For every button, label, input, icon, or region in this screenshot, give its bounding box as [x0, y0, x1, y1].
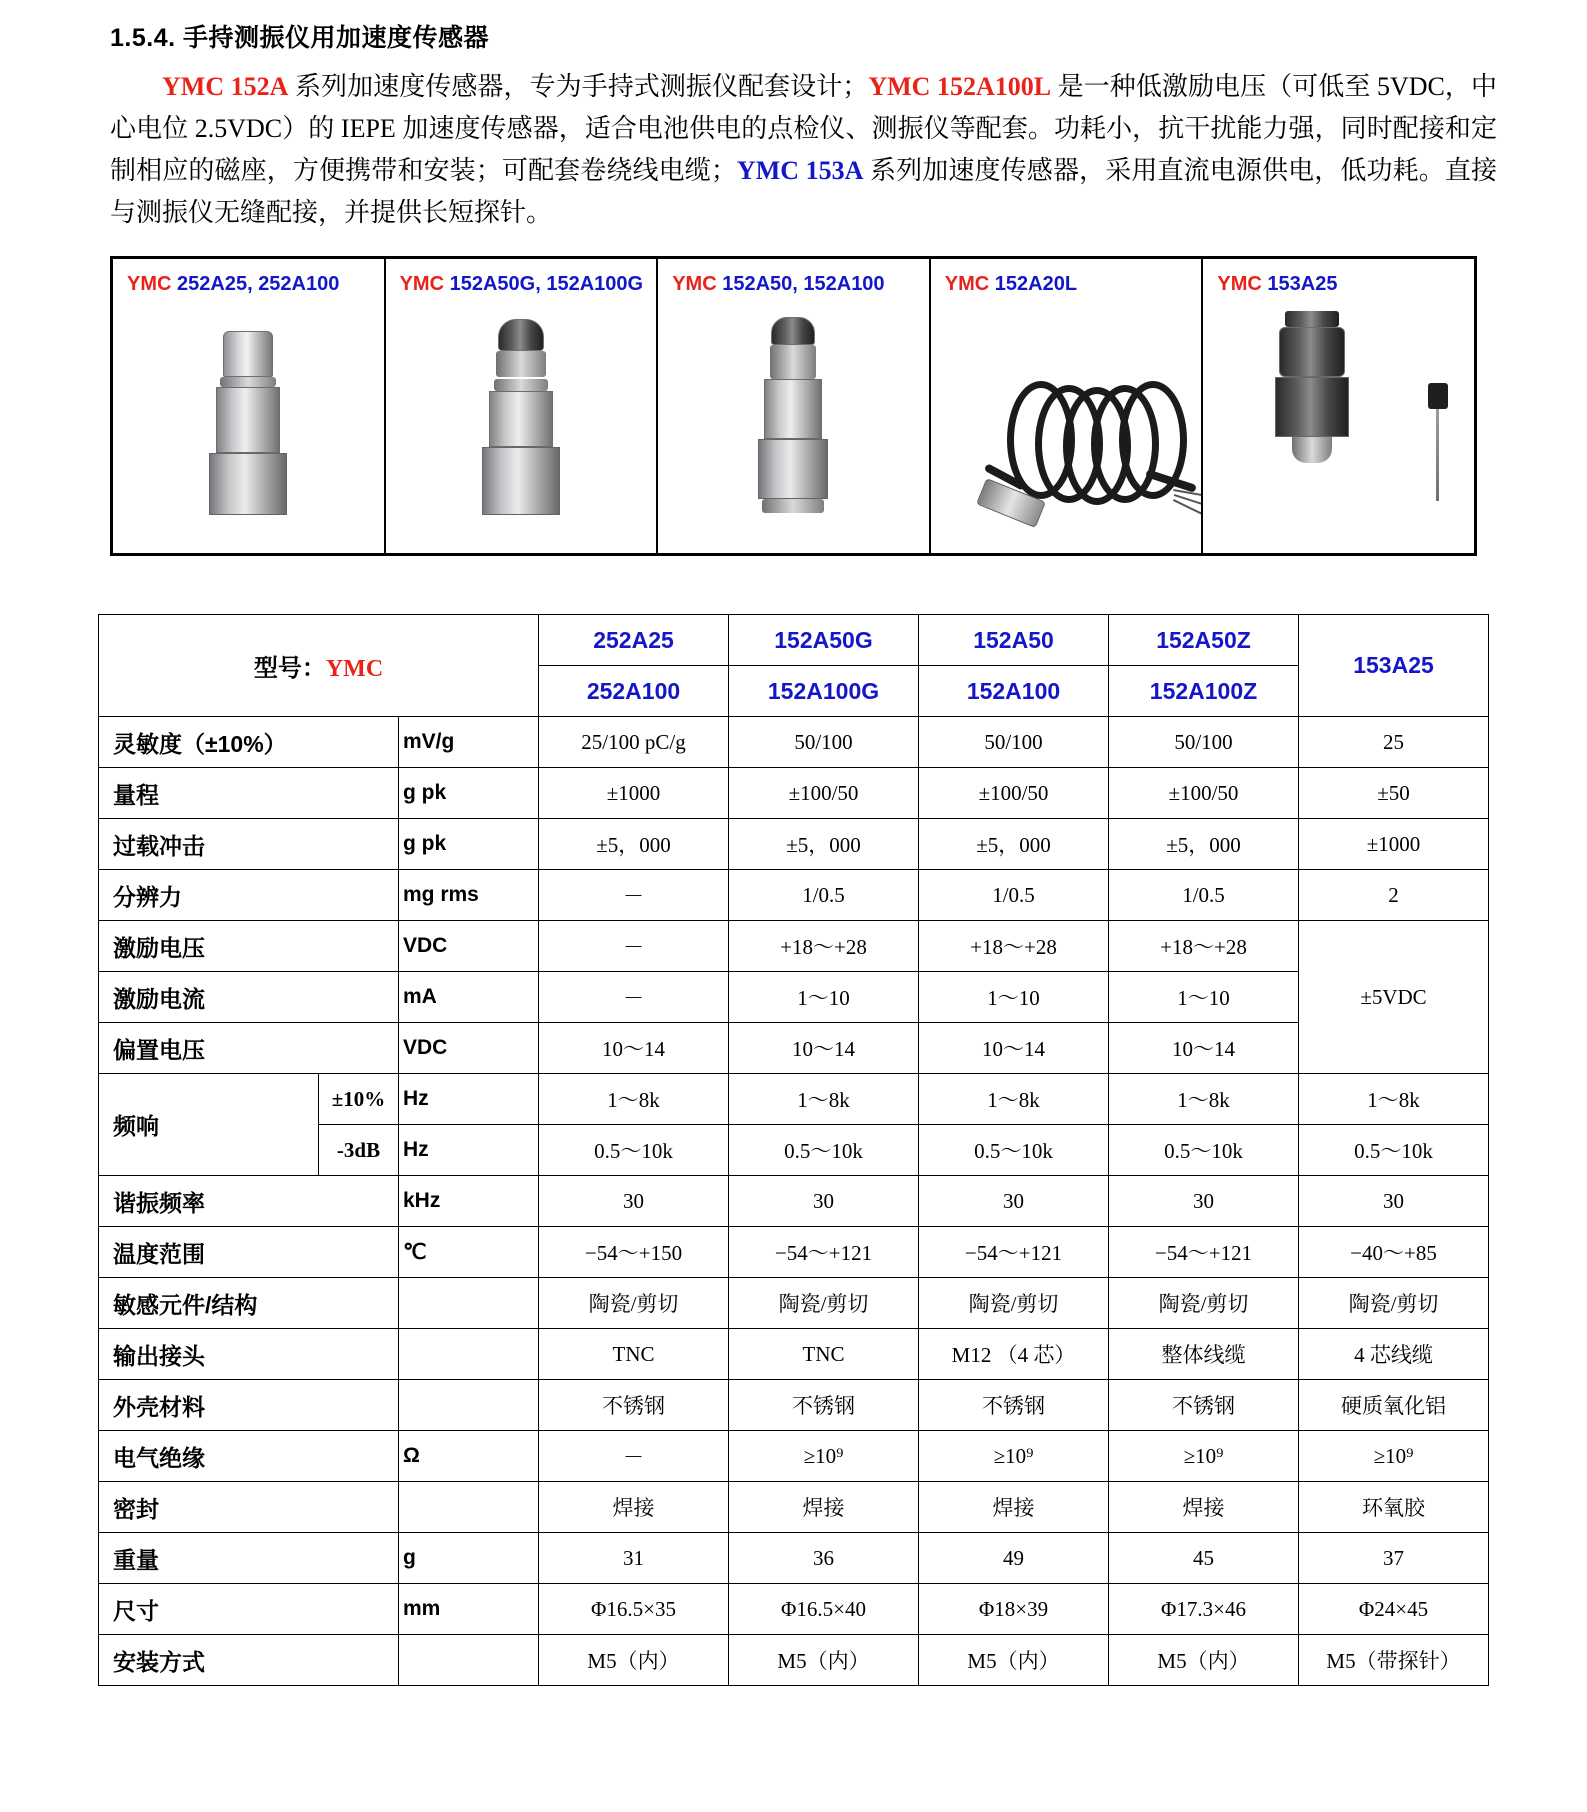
- cell: 50/100: [1109, 717, 1299, 768]
- cell: 0.5～10k: [1299, 1125, 1489, 1176]
- freq-sub-label: ±10%: [319, 1074, 399, 1125]
- cell: Φ16.5×40: [729, 1584, 919, 1635]
- sensor-illustration-straight: [113, 311, 384, 547]
- table-row: [99, 1278, 1489, 1329]
- cell: 0.5～10k: [919, 1125, 1109, 1176]
- cell: ±5，000: [539, 819, 729, 870]
- cell: 1～8k: [1299, 1074, 1489, 1125]
- product-photo-cell: [113, 259, 386, 553]
- column-header: 252A25: [539, 615, 729, 666]
- cell: −54～+121: [1109, 1227, 1299, 1278]
- cell: Φ24×45: [1299, 1584, 1489, 1635]
- column-header: 152A50: [919, 615, 1109, 666]
- row-label: 激励电流: [99, 972, 399, 1023]
- cell: 45: [1109, 1533, 1299, 1584]
- row-unit: mV/g: [399, 717, 539, 768]
- row-unit: [399, 1635, 539, 1686]
- row-unit: [399, 1380, 539, 1431]
- cell: −54～+121: [729, 1227, 919, 1278]
- row-unit: Hz: [399, 1125, 539, 1176]
- table-row: [99, 870, 1489, 921]
- row-unit: g pk: [399, 819, 539, 870]
- cell: ±5，000: [919, 819, 1109, 870]
- row-unit: Hz: [399, 1074, 539, 1125]
- cell: 焊接: [729, 1482, 919, 1533]
- cell: 25/100 pC/g: [539, 717, 729, 768]
- product-photo-cell: [386, 259, 659, 553]
- row-label: 温度范围: [99, 1227, 399, 1278]
- freq-sub-label: -3dB: [319, 1125, 399, 1176]
- product-photo-strip: [110, 256, 1477, 556]
- row-label: 重量: [99, 1533, 399, 1584]
- table-row: [99, 819, 1489, 870]
- photo-caption: [1203, 259, 1474, 296]
- intro-model-3: YMC 153A: [736, 156, 864, 186]
- cell: 49: [919, 1533, 1109, 1584]
- model-label: 152A50, 152A100: [722, 273, 885, 296]
- cell: 2: [1299, 870, 1489, 921]
- row-label-frequency: 频响: [99, 1074, 319, 1176]
- intro-text-2: 是一种低激励电压（可低至 5VDC，中心电位 2.5VDC）的 IEPE 加速度传感器，适合电池供电的点检仪、测振仪等配套。功耗小，抗干扰能力强，同时配接和定制相应的磁座，方便携带和安装；可配套卷绕线电缆；: [110, 72, 1497, 186]
- page-title: 1.5.4. 手持测振仪用加速度传感器: [110, 24, 489, 52]
- row-label: 量程: [99, 768, 399, 819]
- cell: 0.5～10k: [539, 1125, 729, 1176]
- cell: 不锈钢: [919, 1380, 1109, 1431]
- model-brand: YMC: [325, 656, 384, 683]
- row-label: 安装方式: [99, 1635, 399, 1686]
- cell: 焊接: [1109, 1482, 1299, 1533]
- cell: －: [539, 972, 729, 1023]
- cell: 50/100: [729, 717, 919, 768]
- product-photo-cell: [658, 259, 931, 553]
- row-label: 外壳材料: [99, 1380, 399, 1431]
- sensor-illustration-threaded: [386, 311, 657, 547]
- table-row: [99, 717, 1489, 768]
- cell: 10～14: [539, 1023, 729, 1074]
- cell: 陶瓷/剪切: [729, 1278, 919, 1329]
- cell: Φ16.5×35: [539, 1584, 729, 1635]
- table-row: [99, 1176, 1489, 1227]
- cell: M5（内）: [729, 1635, 919, 1686]
- cell: Φ18×39: [919, 1584, 1109, 1635]
- product-photo-cell: [931, 259, 1204, 553]
- column-header: 152A100G: [729, 666, 919, 717]
- row-label: 尺寸: [99, 1584, 399, 1635]
- cell: M5（内）: [539, 1635, 729, 1686]
- cell: 37: [1299, 1533, 1489, 1584]
- row-unit: g: [399, 1533, 539, 1584]
- row-unit: Ω: [399, 1431, 539, 1482]
- brand-label: YMC: [944, 273, 990, 296]
- row-unit: [399, 1482, 539, 1533]
- cell: 36: [729, 1533, 919, 1584]
- row-unit: [399, 1278, 539, 1329]
- cell: 不锈钢: [729, 1380, 919, 1431]
- cell: +18～+28: [729, 921, 919, 972]
- column-header: 152A100: [919, 666, 1109, 717]
- table-row-frequency: [99, 1074, 1489, 1125]
- cell: 25: [1299, 717, 1489, 768]
- cell: 1～10: [1109, 972, 1299, 1023]
- cell: M5（内）: [919, 1635, 1109, 1686]
- table-row: [99, 1431, 1489, 1482]
- cell: 1/0.5: [729, 870, 919, 921]
- cell: 不锈钢: [539, 1380, 729, 1431]
- cell: TNC: [539, 1329, 729, 1380]
- cell: －: [539, 921, 729, 972]
- row-label: 灵敏度（±10%）: [99, 717, 399, 768]
- photo-caption: [931, 259, 1202, 296]
- cell: 1～8k: [729, 1074, 919, 1125]
- table-row: [99, 1227, 1489, 1278]
- cell: ≥10⁹: [1299, 1431, 1489, 1482]
- model-prefix: 型号：: [253, 656, 326, 683]
- cell: ±50: [1299, 768, 1489, 819]
- table-row: [99, 768, 1489, 819]
- cell: 焊接: [919, 1482, 1109, 1533]
- row-unit: mg rms: [399, 870, 539, 921]
- spec-table-wrap: [110, 614, 1497, 1686]
- table-row: [99, 1635, 1489, 1686]
- model-header-cell: [99, 615, 539, 717]
- brand-label: YMC: [1217, 273, 1262, 296]
- cell: 0.5～10k: [1109, 1125, 1299, 1176]
- cell: ±100/50: [919, 768, 1109, 819]
- product-photo-cell: [1203, 259, 1474, 553]
- cell: ±100/50: [729, 768, 919, 819]
- cell: 整体线缆: [1109, 1329, 1299, 1380]
- probe-needle: [1428, 383, 1448, 501]
- column-header-last: 153A25: [1299, 615, 1489, 717]
- cell: ≥10⁹: [1109, 1431, 1299, 1482]
- column-header: 152A100Z: [1109, 666, 1299, 717]
- brand-label: YMC: [672, 273, 717, 296]
- cell: −40～+85: [1299, 1227, 1489, 1278]
- cell: 不锈钢: [1109, 1380, 1299, 1431]
- row-unit: VDC: [399, 921, 539, 972]
- cell: ±5，000: [729, 819, 919, 870]
- cell: 30: [1109, 1176, 1299, 1227]
- table-row: [99, 1482, 1489, 1533]
- intro-model-1: YMC 152A: [162, 72, 289, 101]
- cell: TNC: [729, 1329, 919, 1380]
- cell: 1～8k: [539, 1074, 729, 1125]
- cell: 4 芯线缆: [1299, 1329, 1489, 1380]
- cell: −54～+121: [919, 1227, 1109, 1278]
- table-row: [99, 1533, 1489, 1584]
- cell: 1～8k: [1109, 1074, 1299, 1125]
- cell: 陶瓷/剪切: [1299, 1278, 1489, 1329]
- row-label: 分辨力: [99, 870, 399, 921]
- cell: 焊接: [539, 1482, 729, 1533]
- sensor-illustration-coiled: [931, 311, 1202, 547]
- cell-merged-excitation: ±5VDC: [1299, 921, 1489, 1074]
- cell: －: [539, 1431, 729, 1482]
- row-unit: VDC: [399, 1023, 539, 1074]
- sensor-illustration-m12: [658, 311, 929, 547]
- table-row: [99, 1023, 1489, 1074]
- cell: Φ17.3×46: [1109, 1584, 1299, 1635]
- cell: 1/0.5: [919, 870, 1109, 921]
- row-label: 谐振频率: [99, 1176, 399, 1227]
- table-row: [99, 921, 1489, 972]
- brand-label: YMC: [399, 273, 445, 296]
- cell: ±5，000: [1109, 819, 1299, 870]
- cell: M5（内）: [1109, 1635, 1299, 1686]
- cell: +18～+28: [919, 921, 1109, 972]
- table-row: [99, 1380, 1489, 1431]
- cell: 陶瓷/剪切: [919, 1278, 1109, 1329]
- cell: 30: [1299, 1176, 1489, 1227]
- cell: 10～14: [729, 1023, 919, 1074]
- row-unit: mm: [399, 1584, 539, 1635]
- column-header: 252A100: [539, 666, 729, 717]
- intro-paragraph: [110, 66, 1497, 234]
- cell: 50/100: [919, 717, 1109, 768]
- cell: 30: [539, 1176, 729, 1227]
- cell: ±1000: [1299, 819, 1489, 870]
- table-header-row-top: [99, 615, 1489, 666]
- cell: M12 （4 芯）: [919, 1329, 1109, 1380]
- row-unit: kHz: [399, 1176, 539, 1227]
- table-row: [99, 1584, 1489, 1635]
- cell: 1/0.5: [1109, 870, 1299, 921]
- table-row: [99, 1329, 1489, 1380]
- row-unit: ℃: [399, 1227, 539, 1278]
- model-label: 252A25, 252A100: [177, 273, 340, 296]
- brand-label: YMC: [127, 273, 172, 296]
- row-unit: [399, 1329, 539, 1380]
- cell: 10～14: [919, 1023, 1109, 1074]
- cell: −54～+150: [539, 1227, 729, 1278]
- cell: 31: [539, 1533, 729, 1584]
- column-header: 152A50G: [729, 615, 919, 666]
- model-label: 152A20L: [994, 273, 1078, 296]
- photo-caption: [658, 259, 929, 296]
- cell: 1～8k: [919, 1074, 1109, 1125]
- intro-text-3: 系列加速度传感器，采用直流电源供电，低功耗。直接与测振仪无缝配接，并提供长短探针。: [110, 156, 1497, 228]
- cell: －: [539, 870, 729, 921]
- cell: +18～+28: [1109, 921, 1299, 972]
- cell: 环氧胶: [1299, 1482, 1489, 1533]
- row-label: 输出接头: [99, 1329, 399, 1380]
- cell: 1～10: [729, 972, 919, 1023]
- cell: 30: [919, 1176, 1109, 1227]
- row-unit: g pk: [399, 768, 539, 819]
- cell: ±1000: [539, 768, 729, 819]
- row-label: 激励电压: [99, 921, 399, 972]
- cell: 10～14: [1109, 1023, 1299, 1074]
- cell: 陶瓷/剪切: [1109, 1278, 1299, 1329]
- photo-caption: [386, 259, 657, 296]
- row-label: 电气绝缘: [99, 1431, 399, 1482]
- row-label: 敏感元件/结构: [99, 1278, 399, 1329]
- row-label: 密封: [99, 1482, 399, 1533]
- cell: 硬质氧化铝: [1299, 1380, 1489, 1431]
- cell: M5（带探针）: [1299, 1635, 1489, 1686]
- cell: 陶瓷/剪切: [539, 1278, 729, 1329]
- column-header: 152A50Z: [1109, 615, 1299, 666]
- row-label: 偏置电压: [99, 1023, 399, 1074]
- cell: 30: [729, 1176, 919, 1227]
- row-label: 过载冲击: [99, 819, 399, 870]
- intro-text-1: 系列加速度传感器，专为手持式测振仪配套设计；: [288, 72, 869, 101]
- cell: 1～10: [919, 972, 1109, 1023]
- intro-model-2: YMC 152A100L: [868, 72, 1052, 101]
- model-label: 152A50G, 152A100G: [449, 273, 644, 296]
- cell: ±100/50: [1109, 768, 1299, 819]
- cell: 0.5～10k: [729, 1125, 919, 1176]
- specification-table: [98, 614, 1489, 1686]
- row-unit: mA: [399, 972, 539, 1023]
- table-row: [99, 972, 1489, 1023]
- model-label: 153A25: [1267, 273, 1338, 296]
- cell: ≥10⁹: [919, 1431, 1109, 1482]
- sensor-illustration-probe: [1203, 311, 1474, 547]
- photo-caption: [113, 259, 384, 296]
- cell: ≥10⁹: [729, 1431, 919, 1482]
